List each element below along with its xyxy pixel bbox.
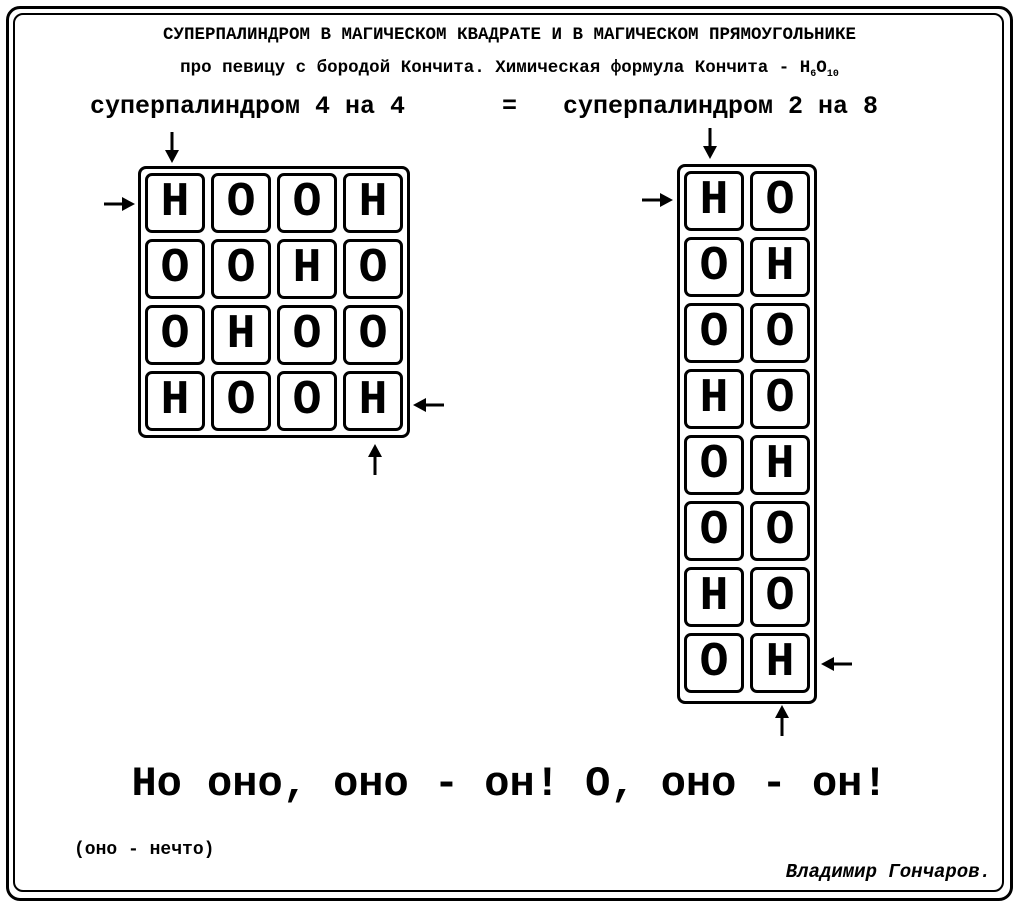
letter-cell: O (211, 239, 271, 299)
arrow-down-icon (164, 132, 180, 164)
letter-cell: H (750, 237, 810, 297)
letter-cell: H (343, 371, 403, 431)
arrow-down-icon (702, 128, 718, 160)
formula-h: H (799, 58, 811, 78)
letter-cell: O (684, 501, 744, 561)
letter-cell: H (684, 567, 744, 627)
magic-rectangle (677, 164, 817, 704)
palindrome-phrase: Но оно, оно - он! О, оно - он! (131, 760, 888, 808)
title-line-2-text: про певицу с бородой Кончита. Химическая формула Кончита - (180, 58, 800, 78)
letter-cell: H (750, 435, 810, 495)
heading-left: суперпалиндром 4 на 4 (90, 92, 406, 121)
letter-cell: O (145, 239, 205, 299)
letter-cell: H (684, 369, 744, 429)
letter-cell: O (684, 237, 744, 297)
letter-cell: O (684, 435, 744, 495)
letter-cell: O (750, 303, 810, 363)
heading-equals: = (502, 92, 518, 121)
letter-cell: O (750, 369, 810, 429)
arrow-right-icon (104, 196, 136, 212)
letter-cell: H (750, 633, 810, 693)
arrow-left-icon (412, 397, 444, 413)
letter-cell: H (211, 305, 271, 365)
arrow-right-icon (642, 192, 674, 208)
letter-cell: O (277, 305, 337, 365)
letter-cell: O (343, 239, 403, 299)
arrow-up-icon (774, 704, 790, 736)
letter-cell: O (277, 173, 337, 233)
formula-h-sub: 6 (810, 69, 817, 80)
title-line-2 (0, 58, 1019, 80)
author-signature: Владимир Гончаров. (785, 861, 991, 883)
letter-cell: O (343, 305, 403, 365)
letter-cell: O (750, 171, 810, 231)
letter-cell: O (684, 633, 744, 693)
formula-o: O (816, 58, 827, 78)
heading-right: суперпалиндром 2 на 8 (563, 92, 879, 121)
letter-cell: H (277, 239, 337, 299)
letter-cell: O (211, 371, 271, 431)
arrow-up-icon (367, 443, 383, 475)
title-line-1: СУПЕРПАЛИНДРОМ В МАГИЧЕСКОМ КВАДРАТЕ И В МАГИЧЕСКОМ ПРЯМОУГОЛЬНИКЕ (162, 25, 857, 45)
letter-cell: H (145, 371, 205, 431)
letter-cell: O (684, 303, 744, 363)
note: (оно - нечто) (74, 840, 215, 860)
letter-cell: O (145, 305, 205, 365)
letter-cell: H (343, 173, 403, 233)
letter-cell: O (211, 173, 271, 233)
letter-cell: O (750, 567, 810, 627)
magic-square (138, 166, 410, 438)
letter-cell: H (684, 171, 744, 231)
formula-o-sub: 10 (826, 69, 839, 80)
letter-cell: O (277, 371, 337, 431)
letter-cell: O (750, 501, 810, 561)
arrow-left-icon (820, 656, 852, 672)
letter-cell: H (145, 173, 205, 233)
